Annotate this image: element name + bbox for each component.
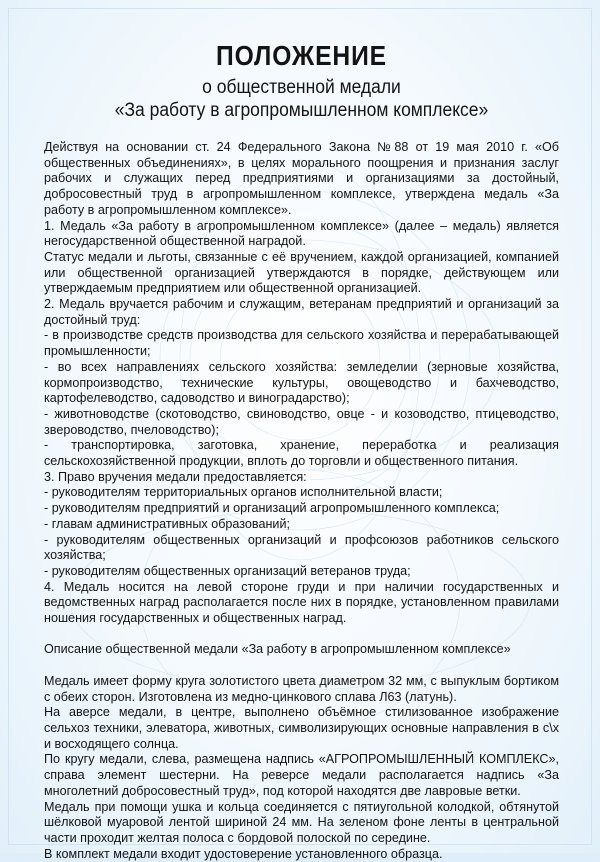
list-item: - в производстве средств производства для сельского хозяйства и перерабатывающей промышленности; bbox=[44, 328, 559, 359]
description-paragraph: В комплект медали входит удостоверение установленного образца. bbox=[44, 846, 443, 861]
list-item: - руководителям территориальных органов исполнительной власти; bbox=[44, 485, 443, 500]
list-item: - руководителям предприятий и организаций агропромышленного комплекса; bbox=[44, 501, 500, 516]
paragraph-4: 4. Медаль носится на левой стороне груди и при наличии государственных и ведомственных наград располагается после них в порядке, установленном правилами ношения государственных и общественных наград. bbox=[44, 579, 559, 626]
description-paragraph: На аверсе медали, в центре, выполнено объёмное стилизованное изображение сельхоз техники, элеватора, животных, символизирующих основные направления в с\х и восходящего солнца. bbox=[44, 705, 559, 751]
list-item: - руководителям общественных организаций и профсоюзов работников сельского хозяйства; bbox=[44, 532, 559, 563]
description-paragraph: Медаль при помощи ушка и кольца соединяется с пятиугольной колодкой, обтянутой шёлковой муаровой лентой шириной 24 мм. На зеленом фоне ленты в центральной части проходит желтая полоса с бордовой полоской по середине. bbox=[44, 799, 559, 845]
list-item: - во всех направлениях сельского хозяйства: земледелии (зерновые хозяйства, кормопроизводство, технические культуры, овощеводство и бахчеводство, картофелеводство, садоводство и виноградарство); bbox=[44, 359, 559, 406]
description-paragraph: По кругу медали, слева, размещена надпись «АГРОПРОМЫШЛЕННЫЙ КОМПЛЕКС», справа элемент шестерни. На реверсе медали располагается надпись «За многолетний добросовестный труд», под которой находятся две лавровые ветки. bbox=[44, 752, 559, 798]
description-paragraph: Медаль имеет форму круга золотистого цвета диаметром 32 мм, с выпуклым бортиком с обеих сторон. Изготовлена из медно-цинкового сплава Л63 (латунь). bbox=[44, 673, 559, 704]
list-item: - транспортировка, заготовка, хранение, переработка и реализация сельскохозяйственной продукции, вплоть до торговли и общественного питания. bbox=[44, 438, 559, 469]
list-item: - руководителям общественных организаций ветеранов труда; bbox=[44, 563, 411, 578]
paragraph-preamble: Действуя на основании ст. 24 Федерального Закона №88 от 19 мая 2010 г. «Об общественных объединениях», в целях морального поощрения и признания заслуг рабочих и служащих перед предприятиями и организациями за достойный, добросовестный труд в агропромышленном комплексе, утверждена медаль «За работу в агропромышленном комплексе». bbox=[44, 140, 559, 217]
document-title: ПОЛОЖЕНИЕ bbox=[216, 40, 387, 71]
paragraph-3: 3. Право вручения медали предоставляется: bbox=[44, 469, 307, 484]
paragraph-status: Статус медали и льготы, связанные с её вручением, каждой организацией, компанией или общественной организацией утверждаются в порядке, действующем или утверждаемым предприятием или общественной организацией. bbox=[44, 249, 559, 296]
description-heading: Описание общественной медали «За работу в агропромышленном комплексе» bbox=[44, 642, 511, 657]
paragraph-1: 1. Медаль «За работу в агропромышленном комплексе» (далее – медаль) является негосударственной общественной наградой. bbox=[44, 218, 559, 249]
document-body bbox=[44, 140, 559, 862]
document-subtitle-line1: о общественной медали bbox=[202, 77, 401, 98]
document-content bbox=[44, 40, 559, 862]
list-item: - животноводстве (скотоводство, свиноводство, овце - и козоводство, птицеводство, звероводство, пчеловодство); bbox=[44, 406, 559, 437]
list-item: - главам административных образований; bbox=[44, 516, 290, 531]
document-subtitle-line2: «За работу в агропромышленном комплексе» bbox=[114, 100, 489, 121]
paragraph-2: 2. Медаль вручается рабочим и служащим, ветеранам предприятий и организаций за достойный труд: bbox=[44, 297, 559, 327]
